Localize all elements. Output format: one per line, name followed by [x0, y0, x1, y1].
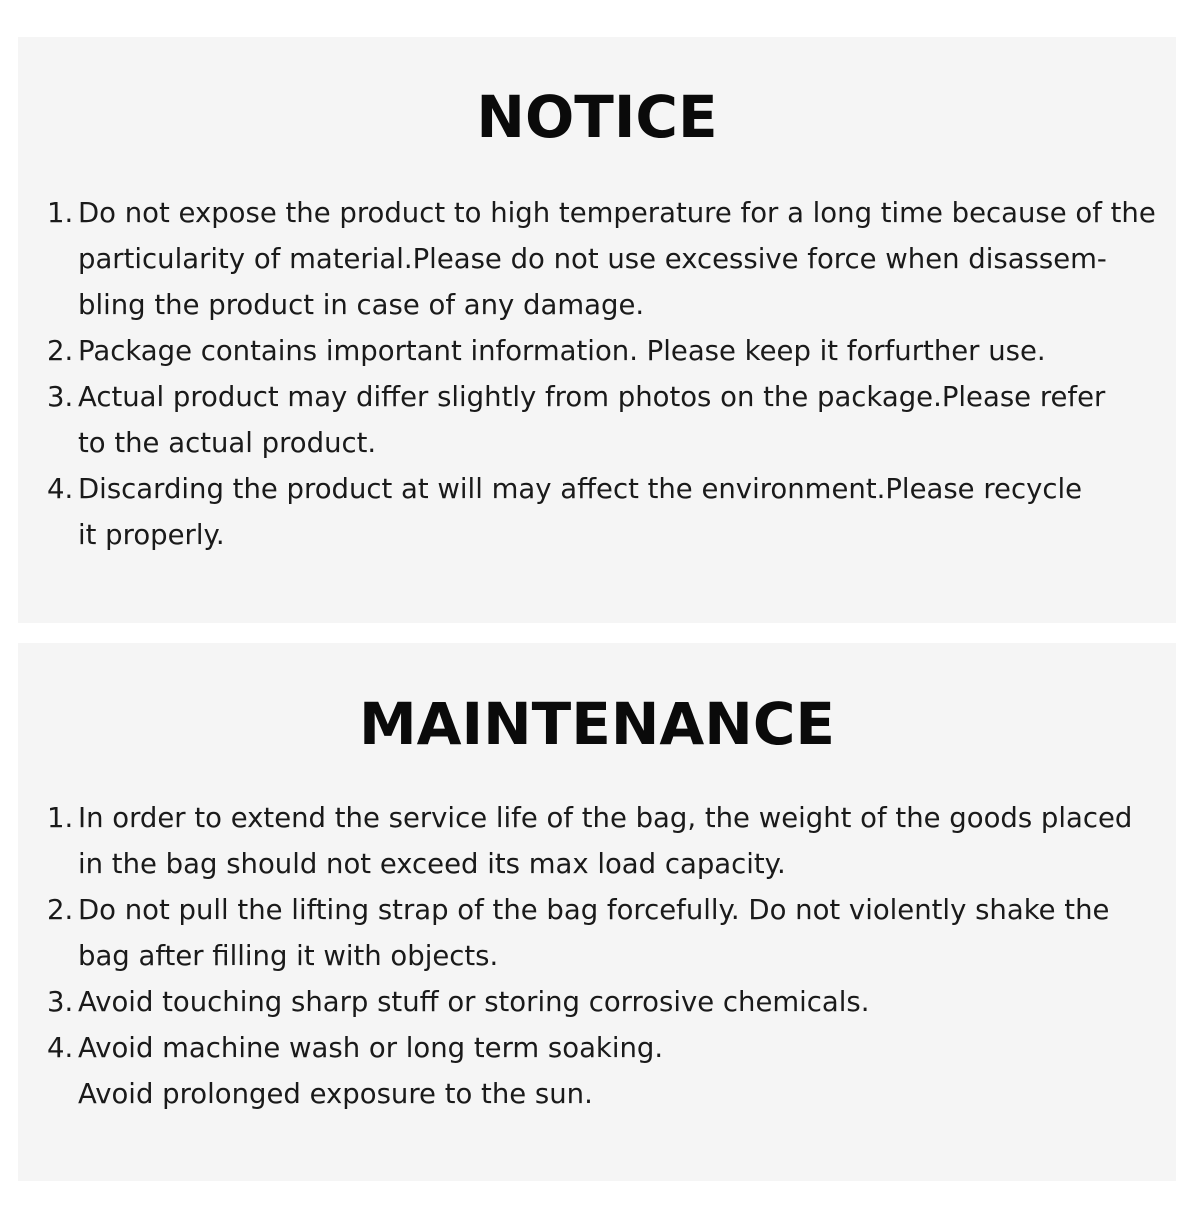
- maintenance-panel: [18, 643, 1176, 1181]
- item-text-line: it properly.: [78, 519, 225, 551]
- item-text-line: Avoid prolonged exposure to the sun.: [78, 1078, 593, 1110]
- item-number: 3.: [47, 381, 74, 413]
- item-number: 2.: [47, 894, 74, 926]
- item-text-line: Discarding the product at will may affect the environment.Please recycle: [78, 473, 1083, 505]
- item-text-line: Avoid touching sharp stuff or storing corrosive chemicals.: [78, 986, 870, 1018]
- notice-item-2: [47, 328, 1164, 374]
- maintenance-item-3: [47, 979, 1164, 1025]
- item-text-line: bling the product in case of any damage.: [78, 289, 645, 321]
- item-number: 4.: [47, 473, 74, 505]
- item-text-line: particularity of material.Please do not use excessive force when disassem-: [78, 243, 1107, 275]
- item-text-line: bag after filling it with objects.: [78, 940, 499, 972]
- notice-list: [47, 190, 1164, 558]
- item-text-line: Do not pull the lifting strap of the bag forcefully. Do not violently shake the: [78, 894, 1110, 926]
- item-text-line: Do not expose the product to high temperature for a long time because of the: [78, 197, 1156, 229]
- item-number: 2.: [47, 335, 74, 367]
- item-number: 4.: [47, 1032, 74, 1064]
- item-text-line: Avoid machine wash or long term soaking.: [78, 1032, 664, 1064]
- notice-title: NOTICE: [476, 83, 718, 151]
- maintenance-item-1: [47, 795, 1164, 887]
- maintenance-item-2: [47, 887, 1164, 979]
- item-text-line: Actual product may differ slightly from photos on the package.Please refer: [78, 381, 1106, 413]
- item-number: 1.: [47, 197, 74, 229]
- item-text-line: to the actual product.: [78, 427, 377, 459]
- notice-panel: [18, 37, 1176, 623]
- notice-item-3: [47, 374, 1164, 466]
- item-text-line: Package contains important information. Please keep it forfurther use.: [78, 335, 1046, 367]
- item-text-line: In order to extend the service life of the bag, the weight of the goods placed: [78, 802, 1133, 834]
- item-text-line: in the bag should not exceed its max load capacity.: [78, 848, 786, 880]
- maintenance-title: MAINTENANCE: [358, 690, 836, 758]
- item-number: 3.: [47, 986, 74, 1018]
- maintenance-item-4: [47, 1025, 1164, 1117]
- maintenance-list: [47, 795, 1164, 1117]
- notice-item-1: [47, 190, 1164, 328]
- item-number: 1.: [47, 802, 74, 834]
- notice-item-4: [47, 466, 1164, 558]
